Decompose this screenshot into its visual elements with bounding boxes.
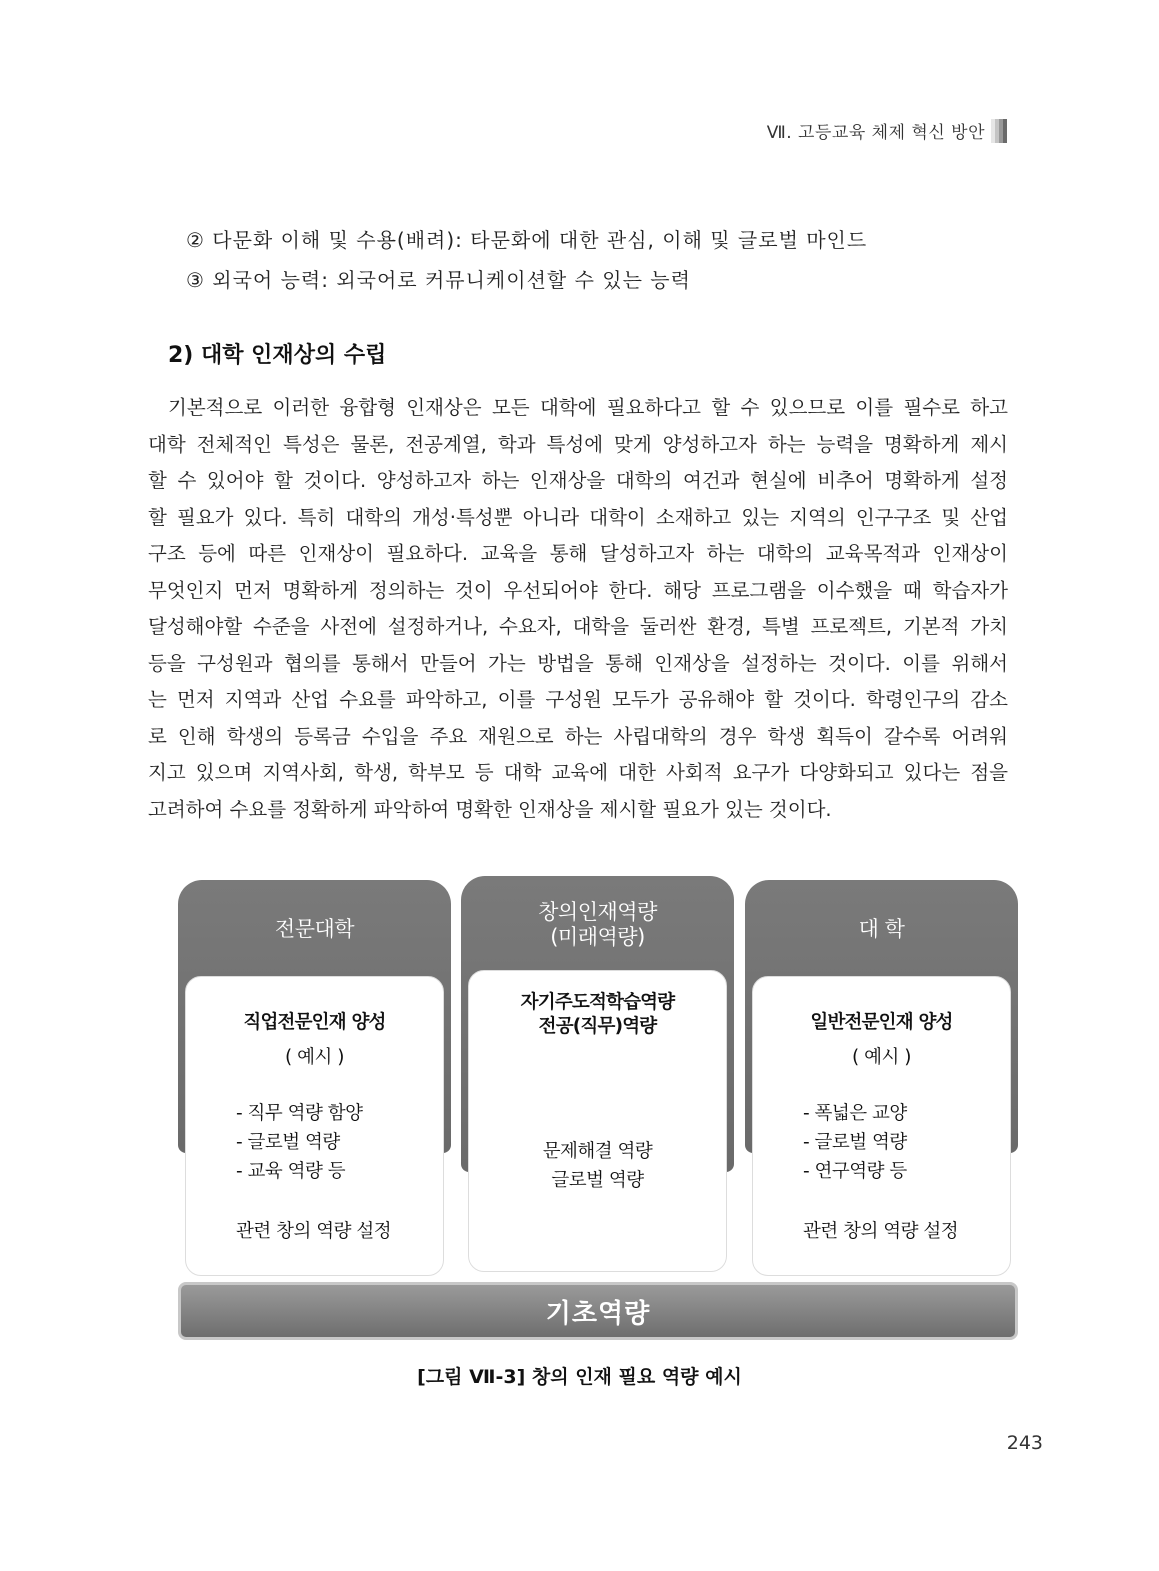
body-line: 구조 등에 따른 인재상이 필요하다. 교육을 통해 달성하고자 하는 대학의 교육목적과 인재상이 [148, 542, 1008, 565]
left-panel-title: 전문대학 [274, 916, 355, 941]
right-panel [745, 880, 1018, 1242]
middle-panel-title [461, 876, 734, 974]
body-line: 등을 구성원과 협의를 통해서 만들어 가는 방법을 통해 인재상을 설정하는 것이다. 이를 위해서 [148, 651, 1008, 675]
list-item: ③ 외국어 능력: 외국어로 커뮤니케이션할 수 있는 능력 [186, 268, 691, 292]
chapter-title: Ⅶ. 고등교육 체제 혁신 방안 [766, 123, 985, 143]
right-panel-example: ( 예시 ) [852, 1047, 911, 1068]
competency-list [186, 220, 867, 300]
list-item: ② 다문화 이해 및 수용(배려): 타문화에 대한 관심, 이해 및 글로벌 마인드 [186, 228, 868, 252]
page-number: 243 [1006, 1432, 1043, 1454]
middle-panel-title-line: (미래역량) [550, 925, 645, 949]
right-panel-footer: 관련 창의 역량 설정 [803, 1221, 959, 1242]
body-line: 지고 있으며 지역사회, 학생, 학부모 등 대학 교육에 대한 사회적 요구가 다양화되고 있다는 점을 [148, 761, 1008, 784]
right-panel-heading: 일반전문인재 양성 [810, 1012, 953, 1033]
body-line: 할 필요가 있다. 특히 대학의 개성‧특성뿐 아니라 대학이 소재하고 있는 지역의 인구구조 및 산업 [148, 505, 1008, 529]
middle-panel-card [468, 970, 727, 1272]
running-header [767, 118, 1007, 143]
middle-panel-heading: 자기주도적학습역량 [520, 992, 675, 1013]
left-panel-item: - 글로벌 역량 [236, 1132, 340, 1153]
body-line: 달성해야할 수준을 사전에 설정하거나, 수요자, 대학을 둘러싼 환경, 특별 프로젝트, 기본적 가치 [148, 615, 1008, 638]
section-heading: 2) 대학 인재상의 수립 [168, 343, 387, 368]
right-panel-item: - 폭넓은 교양 [803, 1103, 907, 1124]
base-competency-bar: 기초역량 [178, 1282, 1018, 1340]
body-line: 기본적으로 이러한 융합형 인재상은 모든 대학에 필요하다고 할 수 있으므로 이를 필수로 하고 [168, 396, 1008, 419]
left-panel-example: ( 예시 ) [285, 1047, 344, 1068]
body-line: 할 수 있어야 할 것이다. 양성하고자 하는 인재상을 대학의 여건과 현실에 비추어 명확하게 설정 [148, 469, 1008, 492]
middle-panel-item: 글로벌 역량 [551, 1170, 644, 1191]
left-panel-item: - 직무 역량 함양 [236, 1103, 363, 1124]
body-line: 대학 전체적인 특성은 물론, 전공계열, 학과 특성에 맞게 양성하고자 하는 능력을 명확하게 제시 [148, 432, 1008, 456]
figure-caption: [그림 Ⅶ-3] 창의 인재 필요 역량 예시 [417, 1366, 742, 1388]
left-panel [178, 880, 451, 1242]
header-gradient-bar [991, 119, 1007, 143]
right-panel-item: - 연구역량 등 [803, 1161, 907, 1182]
left-panel-heading: 직업전문인재 양성 [243, 1012, 386, 1033]
body-line: 무엇인지 먼저 명확하게 정의하는 것이 우선되어야 한다. 해당 프로그램을 이수했을 때 학습자가 [148, 578, 1008, 602]
right-panel-title: 대 학 [858, 916, 905, 941]
middle-panel-heading: 전공(직무)역량 [538, 1016, 657, 1037]
left-panel-footer: 관련 창의 역량 설정 [236, 1221, 392, 1242]
middle-panel-item: 문제해결 역량 [542, 1141, 653, 1162]
right-panel-card [752, 976, 1011, 1276]
right-panel-item: - 글로벌 역량 [803, 1132, 907, 1153]
body-line: 고려하여 수요를 정확하게 파악하여 명확한 인재상을 제시할 필요가 있는 것이다. [148, 797, 832, 821]
middle-panel-title-line: 창의인재역량 [538, 900, 657, 924]
middle-panel [461, 876, 734, 1191]
body-paragraph [148, 390, 1008, 828]
body-line: 는 먼저 지역과 산업 수요를 파악하고, 이를 구성원 모두가 공유해야 할 것이다. 학령인구의 감소 [148, 688, 1008, 711]
left-panel-item: - 교육 역량 등 [236, 1161, 346, 1182]
left-panel-card [185, 976, 444, 1276]
body-line: 로 인해 학생의 등록금 수입을 주요 재원으로 하는 사립대학의 경우 학생 획득이 갈수록 어려워 [148, 724, 1008, 748]
header-bar-segment [1003, 119, 1007, 143]
competency-figure [178, 876, 1018, 1342]
